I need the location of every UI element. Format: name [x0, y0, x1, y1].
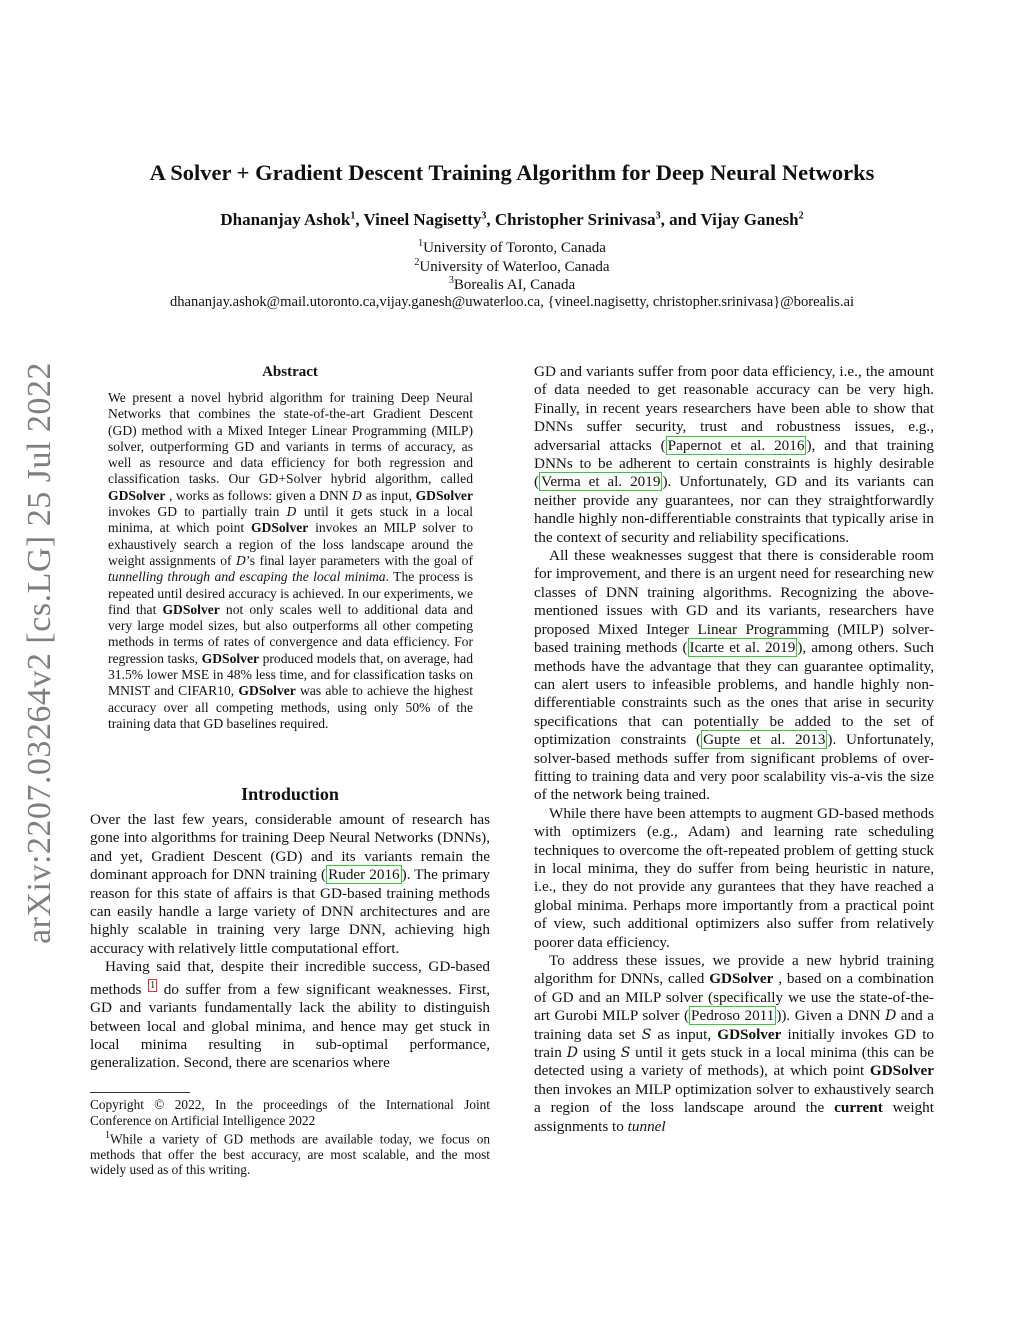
- author-name: Christopher Srinivasa: [494, 210, 656, 229]
- introduction-right-column: GD and variants suffer from poor data efficiency, i.e., the amount of data needed to get reasonable accuracy can be very high. Finally, in recent years researchers have been able to show that DNNs suffer security, trust and robustness issues, e.g., adversarial attacks ( Papernot et al. 2016 ), and that training DNNs to be adherent to certain constraints is highly desirable ( Verma et al. 2019 ). Unfortunately, GD and its variants can neither provide any guarantees, nor can they straightforwardly handle highly non-differentiable constraints that typically arise in the context of security and reliability specifications. All these weaknesses suggest that there is considerable room for improvement, and there is an urgent need for researching new classes of DNN training algorithms. Recognizing the above-mentioned issues with GD and its variants, researchers have proposed Mixed Integer Linear Programming (MILP) solver-based training methods ( Icarte et al. 2019 ), among others. Such methods have the advantage that they can guarantee optimality, can alert users to infeasible problems, and handle highly non-differentiable constraints such as the ones that arise in security specifications that can potentially be added to the set of optimization constraints ( Gupte et al. 2013 ). Unfortunately, solver-based methods suffer from significant problems of over-fitting to training data and very poor scalability vis-a-vis the size of the network being trained. While there have been attempts to augment GD-based methods with optimizers (e.g., Adam) and learning rate scheduling techniques to overcome the oft-repeated problem of getting stuck in local minima, they do suffer from being heuristic in nature, i.e., they do not provide any gurantees that they have reached a global minima. Perhaps more importantly from a practical point of view, such additional optimizers also suffer from relatively poorer data efficiency. To address these issues, we provide a new hybrid training algorithm for DNNs, called GDSolver , based on a combination of GD and an MILP solver (specifically we use the state-of-the-art Gurobi MILP solver ( Pedroso 2011 )). Given a DNN D and a training data set S as input, GDSolver initially invokes GD to train D using S until it gets stuck in a local minima (this can be detected using a variety of methods), at which point GDSolver then invokes an MILP optimization solver to exhaustively search a region of the loss landscape around the current weight assignments to tunnel: [534, 363, 935, 1135]
- author-name: Vineel Nagisetty: [363, 210, 482, 229]
- footnote-text: $^1$While a variety of GD methods are available today, we focus on methods that offer the best accuracy, are most scalable, and the most widely used as of this writing.: [90, 1130, 490, 1178]
- paper-title: A Solver + Gradient Descent Training Algorithm for Deep Neural Networks: [149, 160, 875, 185]
- citation-link[interactable]: Icarte et al. 2019: [689, 639, 796, 657]
- introduction-left-column: Over the last few years, considerable amount of research has gone into algorithms for training Deep Neural Networks (DNNs), and yet, Gradient Descent (GD) and its variants remain the dominant approach for DNN training ( Ruder 2016 ). The primary reason for this state of affairs is that GD-based training methods can easily handle a large variety of DNN architectures and are highly scalable in training very large DNN, achieving high accuracy with relatively little computational effort. Having said that, despite their incredible success, GD-based methods $^1$ do suffer from a few significant weaknesses. First, GD and variants fundamentally lack the ability to distinguish between local and global minima, and hence may get stuck in local minima resulting in sub-optimal performance, generalization. Second, there are scenarios where: [90, 811, 490, 1072]
- abstract-text: We present a novel hybrid algorithm for training Deep Neural Networks that combines the state-of-the-art Gradient Descent (GD) method with a Mixed Integer Linear Programming (MILP) solver, outperforming GD and variants in terms of accuracy, as well as resource and data efficiency for both regression and classification tasks. Our GD+Solver hybrid algorithm, called GDSolver , works as follows: given a DNN D as input, GDSolver invokes GD to partially train D until it gets stuck in a local minima, at which point GDSolver invokes an MILP solver to exhaustively search a region of the loss landscape around the weight assignments of D’s final layer parameters with the goal of tunnelling through and escaping the local minima. The process is repeated until desired accuracy is achieved. In our experiments, we find that GDSolver not only scales well to additional data and very large model sizes, but also outperforms all other competing methods in terms of rates of convergence and data efficiency. For regression tasks, GDSolver produced models that, on average, had 31.5% lower MSE in 48% less time, and for classification tasks on MNIST and CIFAR10, GDSolver was able to achieve the highest accuracy over all competing methods, using only 50% of the training data that GD baselines required.: [108, 390, 473, 731]
- author-name: Dhananjay Ashok: [220, 210, 351, 229]
- footnote-divider: [90, 1092, 190, 1093]
- affiliation-line: $^1$University of Toronto, Canada: [418, 238, 606, 256]
- arxiv-identifier: arXiv:2207.03264v2 [cs.LG] 25 Jul 2022: [21, 362, 58, 944]
- footnote-link[interactable]: 1: [150, 979, 156, 991]
- author-affiliation-mark: 1: [350, 210, 356, 222]
- citation-link[interactable]: Verma et al. 2019: [541, 473, 661, 491]
- introduction-heading: Introduction: [241, 784, 339, 804]
- citation-link[interactable]: Gupte et al. 2013: [703, 731, 826, 749]
- citation-link[interactable]: Ruder 2016: [328, 866, 400, 884]
- author-name: Vijay Ganesh: [700, 210, 799, 229]
- affiliation-line: $^3$Borealis AI, Canada: [448, 275, 576, 293]
- citation-link[interactable]: Papernot et al. 2016: [667, 436, 805, 454]
- author-affiliation-mark: 2: [798, 210, 804, 222]
- author-list: Dhananjay Ashok$^1$, Vineel Nagisetty$^3$, Christopher Srinivasa$^3$, and Vijay Ganesh$^2$: [220, 210, 804, 229]
- author-affiliation-mark: 3: [655, 210, 661, 222]
- citation-link[interactable]: Pedroso 2011: [691, 1007, 775, 1025]
- footnotes: [90, 1097, 490, 1178]
- abstract-heading: Abstract: [262, 364, 318, 380]
- author-affiliation-mark: 3: [481, 210, 487, 222]
- author-emails: dhananjay.ashok@mail.utoronto.ca,vijay.ganesh@uwaterloo.ca, {vineel.nagisetty, christopher.srinivasa}@borealis.ai: [169, 294, 855, 310]
- copyright-notice: Copyright © 2022, In the proceedings of the International Joint Conference on Artificial Intelligence 2022: [90, 1097, 490, 1128]
- affiliation-line: $^2$University of Waterloo, Canada: [414, 257, 610, 275]
